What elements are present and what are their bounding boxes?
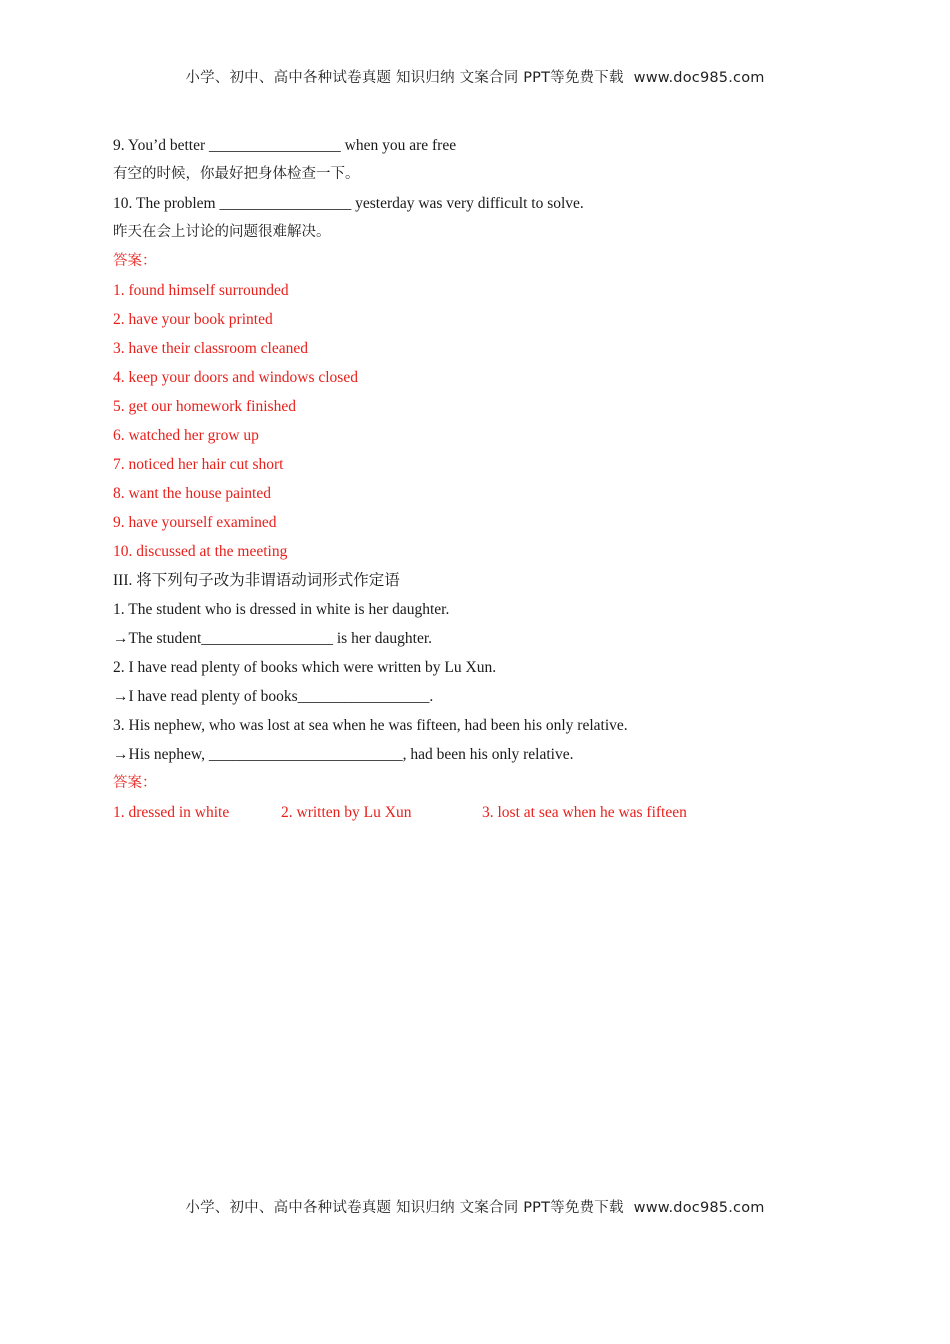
answer-item: 3. lost at sea when he was fifteen: [482, 804, 687, 821]
answer-item: 7. noticed her hair cut short: [113, 456, 284, 473]
section-iii-answers: [113, 798, 873, 827]
answer-item: 3. have their classroom cleaned: [113, 340, 308, 357]
footer-site-link[interactable]: www.doc985.com: [633, 1200, 765, 1216]
answer-item: 1. found himself surrounded: [113, 282, 289, 299]
footer-text: 小学、初中、高中各种试卷真题 知识归纳 文案合同 PPT等免费下载: [185, 1200, 624, 1216]
document-body: [113, 131, 873, 827]
section-iii-question-3: 3. His nephew, who was lost at sea when he was fifteen, had been his only relative.: [113, 717, 628, 734]
answer-item: 2. have your book printed: [113, 311, 273, 328]
answer-label: 答案：: [113, 253, 157, 269]
header-banner: [0, 66, 950, 87]
section-iii-rewrite-3: →His nephew, _________________________, had been his only relative.: [113, 746, 574, 763]
section-iii-rewrite-2: →I have read plenty of books_________________.: [113, 688, 434, 705]
header-site-link[interactable]: www.doc985.com: [633, 70, 765, 86]
section-iii-heading: III. 将下列句子改为非谓语动词形式作定语: [113, 572, 400, 589]
section-iii-rewrite-1: →The student_________________ is her daughter.: [113, 630, 432, 647]
question-10-translation: 昨天在会上讨论的问题很难解决。: [113, 224, 331, 240]
answer-item: 9. have yourself examined: [113, 514, 277, 531]
question-9: 9. You’d better _________________ when you are free: [113, 137, 457, 154]
answer-item: 6. watched her grow up: [113, 427, 259, 444]
header-text: 小学、初中、高中各种试卷真题 知识归纳 文案合同 PPT等免费下载: [185, 70, 624, 86]
question-10: 10. The problem _________________ yesterday was very difficult to solve.: [113, 195, 584, 212]
section-iii-question-2: 2. I have read plenty of books which were written by Lu Xun.: [113, 659, 497, 676]
answer-item: 10. discussed at the meeting: [113, 543, 288, 560]
answer-item: 2. written by Lu Xun: [281, 804, 412, 821]
answer-item: 5. get our homework finished: [113, 398, 296, 415]
answer-item: 8. want the house painted: [113, 485, 271, 502]
section-iii-question-1: 1. The student who is dressed in white is her daughter.: [113, 601, 450, 618]
footer-banner: [0, 1196, 950, 1217]
section-iii-answer-label: 答案：: [113, 775, 157, 791]
answer-item: 4. keep your doors and windows closed: [113, 369, 358, 386]
question-9-translation: 有空的时候，你最好把身体检查一下。: [113, 166, 360, 182]
answer-item: 1. dressed in white: [113, 804, 230, 821]
